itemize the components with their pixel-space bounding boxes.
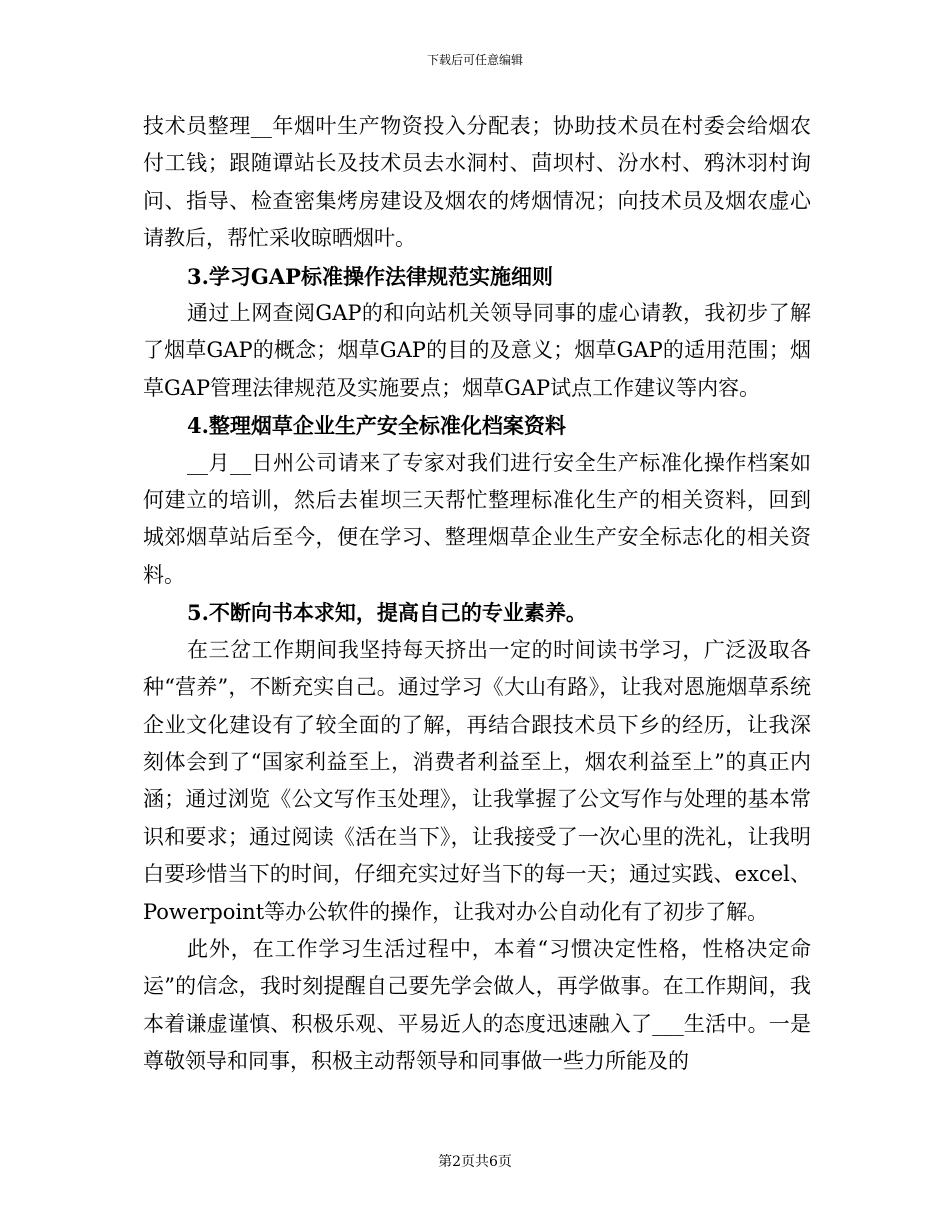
body-paragraph-4: 在三岔工作期间我坚持每天挤出一定的时间读书学习，广泛汲取各种“营养”，不断充实自己。通过学习《大山有路》，让我对恩施烟草系统企业文化建设有了较全面的了解，再结合跟技术员下乡的经历，让我深刻体会到了“国家利益至上，消费者利益至上，烟农利益至上”的真正内涵；通过浏览《公文写作玉处理》，让我掌握了公文写作与处理的基本常识和要求；通过阅读《活在当下》，让我接受了一次心里的洗礼，让我明白要珍惜当下的时间，仔细充实过好当下的每一天；通过实践、excel、Powerpoint等办公软件的操作，让我对办公自动化有了初步了解。 bbox=[143, 637, 811, 924]
document-body bbox=[143, 108, 811, 1081]
page-footer: 第2页共6页 bbox=[438, 1154, 512, 1170]
body-paragraph-5: 此外，在工作学习生活过程中，本着“习惯决定性格，性格决定命运”的信念，我时刻提醒自己要先学会做人，再学做事。在工作期间，我本着谦虚谨慎、积极乐观、平易近人的态度迅速融入了___生活中。一是尊敬领导和同事，积极主动帮领导和同事做一些力所能及的 bbox=[143, 936, 811, 1074]
page-header: 下载后可任意编辑 bbox=[426, 53, 523, 67]
body-paragraph-2: 通过上网查阅GAP的和向站机关领导同事的虚心请教，我初步了解了烟草GAP的概念；烟草GAP的目的及意义；烟草GAP的适用范围；烟草GAP管理法律规范及实施要点；烟草GAP试点工作建议等内容。 bbox=[143, 301, 811, 400]
section-heading-4: 4.整理烟草企业生产安全标准化档案资料 bbox=[187, 413, 566, 439]
body-paragraph-3: __月__日州公司请来了专家对我们进行安全生产标准化操作档案如何建立的培训，然后去崔坝三天帮忙整理标准化生产的相关资料，回到城郊烟草站后至今，便在学习、整理烟草企业生产安全标志化的相关资料。 bbox=[143, 450, 811, 587]
section-heading-3: 3.学习GAP标准操作法律规范实施细则 bbox=[187, 263, 553, 289]
body-paragraph-1: 技术员整理__年烟叶生产物资投入分配表；协助技术员在村委会给烟农付工钱；跟随谭站长及技术员去水洞村、茴坝村、汾水村、鸦沐羽村询问、指导、检查密集烤房建设及烟农的烤烟情况；向技术员及烟农虚心请教后，帮忙采收晾晒烟叶。 bbox=[143, 114, 811, 251]
section-heading-5: 5.不断向书本求知，提高自己的专业素养。 bbox=[187, 600, 587, 626]
